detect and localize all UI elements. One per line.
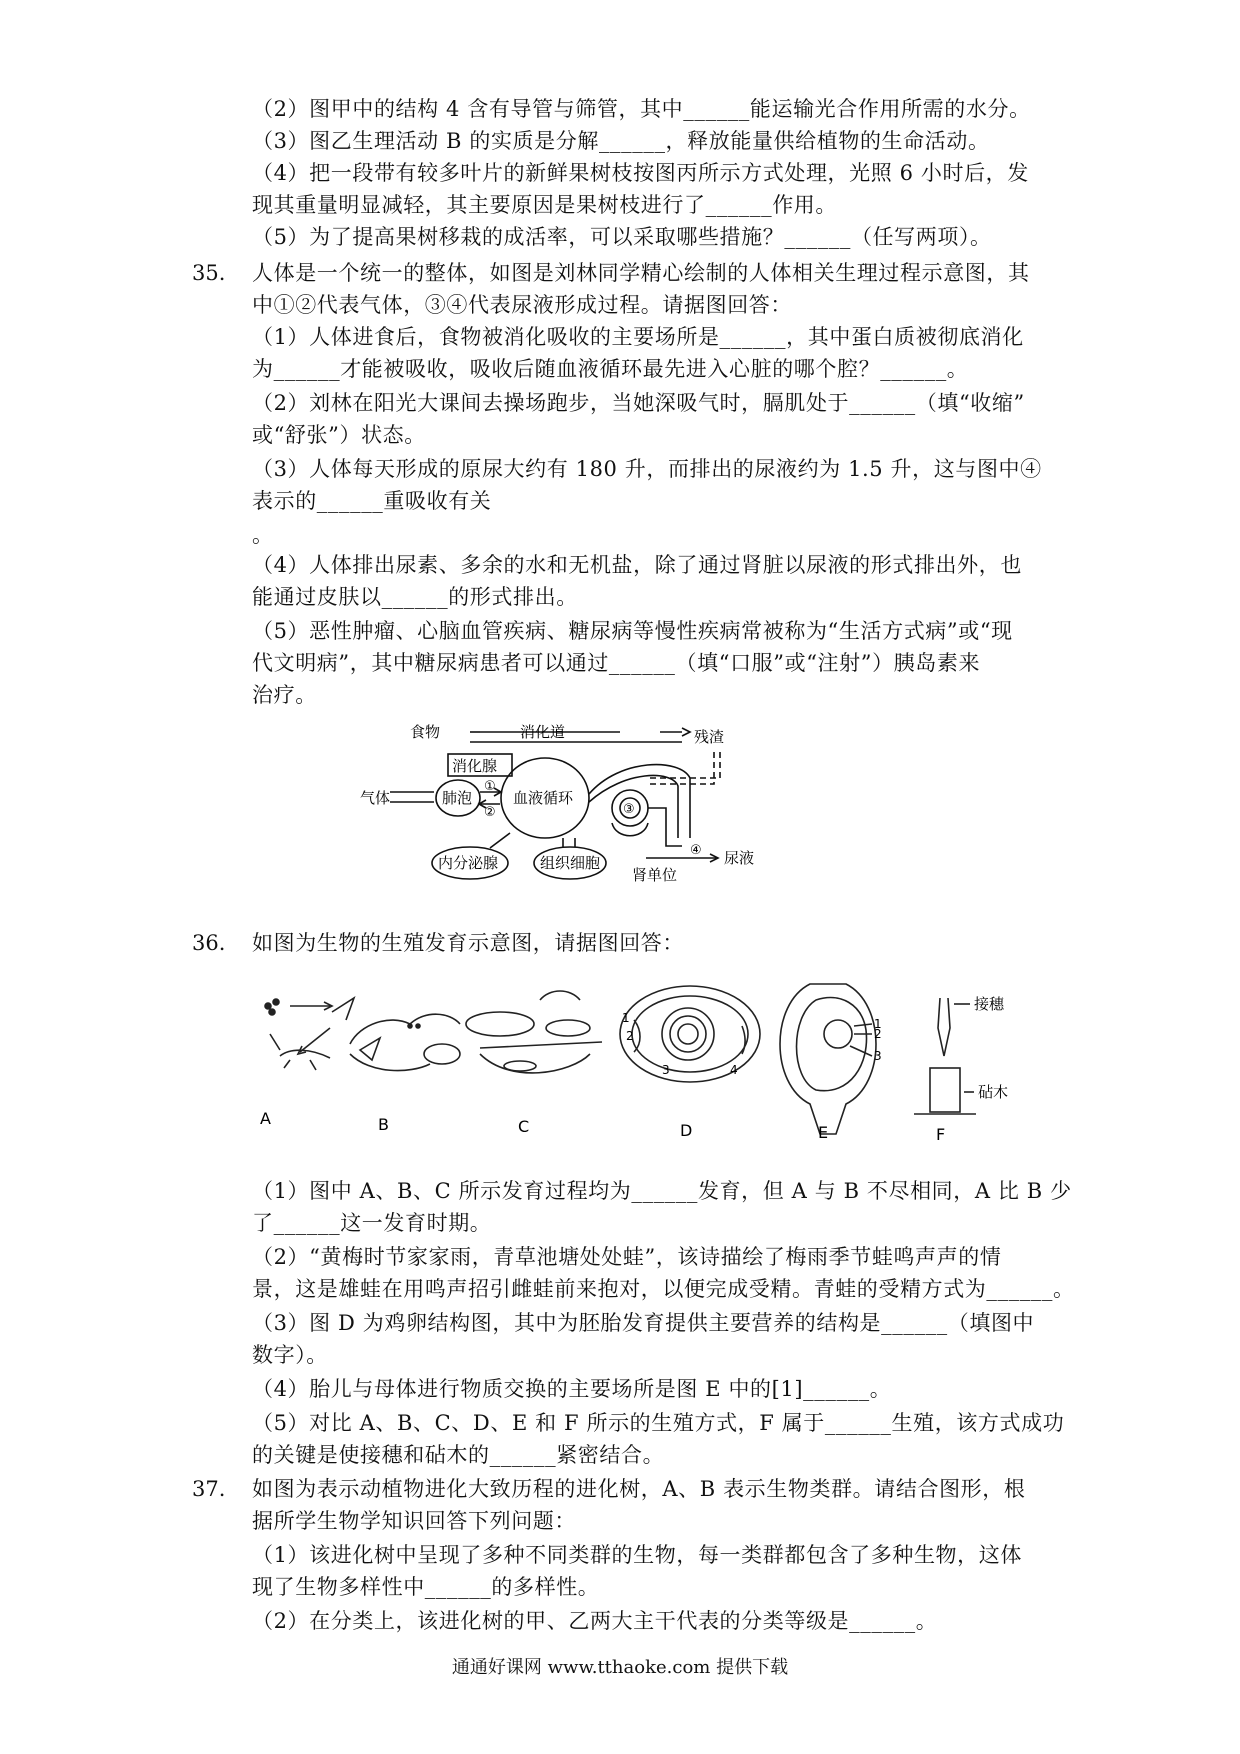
q34-part4-line2: 现其重量明显减轻，其主要原因是果树枝进行了______作用。 bbox=[252, 193, 837, 217]
fig-label-circulation: 血液循环 bbox=[513, 789, 574, 807]
fig-label-alveoli: 肺泡 bbox=[442, 789, 473, 807]
q35-part4-line1: （4）人体排出尿素、多余的水和无机盐，除了通过肾脏以尿液的形式排出外，也 bbox=[252, 553, 1022, 577]
fig-label-gland: 消化腺 bbox=[452, 757, 498, 775]
physiology-diagram bbox=[360, 718, 820, 886]
fig-label-B: B bbox=[378, 1115, 389, 1134]
fig-label-endocrine: 内分泌腺 bbox=[438, 854, 499, 872]
reproduction-figure bbox=[250, 964, 1110, 1144]
fig-mark-2: ② bbox=[484, 805, 496, 820]
q35-stem-line2: 中①②代表气体，③④代表尿液形成过程。请据图回答： bbox=[252, 293, 792, 317]
q37-stem-line2: 据所学生物学知识回答下列问题： bbox=[252, 1509, 576, 1533]
fig-label-C: C bbox=[518, 1117, 530, 1136]
fig-label-nephron: 肾单位 bbox=[632, 866, 678, 884]
q35-part3-line2: 表示的______重吸收有关 bbox=[252, 489, 492, 513]
fig-label-A: A bbox=[260, 1109, 271, 1128]
q35-part2-line2: 或“舒张”）状态。 bbox=[252, 423, 426, 447]
q35-stem-line1: 人体是一个统一的整体，如图是刘林同学精心绘制的人体相关生理过程示意图，其 bbox=[252, 261, 1030, 285]
q36-stem: 如图为生物的生殖发育示意图，请据图回答： bbox=[252, 931, 684, 955]
fig-num-4: 4 bbox=[730, 1063, 738, 1077]
q34-part2: （2）图甲中的结构 4 含有导管与筛管，其中______能运输光合作用所需的水分。 bbox=[252, 97, 1031, 121]
fig-label-residue: 残渣 bbox=[694, 728, 725, 746]
q36-part4: （4）胎儿与母体进行物质交换的主要场所是图 E 中的[1]______。 bbox=[252, 1377, 892, 1401]
fig-mark-3: ③ bbox=[623, 802, 635, 817]
q35-part5-line3: 治疗。 bbox=[252, 683, 317, 707]
fig-num-2: 2 bbox=[626, 1029, 634, 1043]
fig-label-urine: 尿液 bbox=[724, 849, 755, 867]
q35-part4-line2: 能通过皮肤以______的形式排出。 bbox=[252, 585, 578, 609]
q36-number: 36. bbox=[192, 931, 226, 955]
fig-label-tissue: 组织细胞 bbox=[540, 854, 601, 872]
q36-part2-line1: （2）“黄梅时节家家雨，青草池塘处处蛙”，该诗描绘了梅雨季节蛙鸣声声的情 bbox=[252, 1245, 1002, 1269]
fig-mark-1: ① bbox=[484, 779, 496, 794]
fig-label-D: D bbox=[680, 1121, 693, 1140]
q34-part3: （3）图乙生理活动 B 的实质是分解______，释放能量供给植物的生命活动。 bbox=[252, 129, 990, 153]
q36-part1-line1: （1）图中 A、B、C 所示发育过程均为______发育，但 A 与 B 不尽相同，A 比 B 少 bbox=[252, 1179, 1072, 1203]
q37-part1-line2: 现了生物多样性中______的多样性。 bbox=[252, 1575, 600, 1599]
fig-label-gas: 气体 bbox=[360, 789, 391, 807]
fig-label-scion: 接穗 bbox=[974, 995, 1005, 1013]
q35-part1-line1: （1）人体进食后，食物被消化吸收的主要场所是______，其中蛋白质被彻底消化 bbox=[252, 325, 1024, 349]
q36-part5-line1: （5）对比 A、B、C、D、E 和 F 所示的生殖方式，F 属于______生殖，该方式成功 bbox=[252, 1411, 1065, 1435]
fig-label-E: E bbox=[818, 1123, 829, 1142]
q34-part4-line1: （4）把一段带有较多叶片的新鲜果树枝按图丙所示方式处理，光照 6 小时后，发 bbox=[252, 161, 1029, 185]
fig-label-food: 食物 bbox=[410, 723, 441, 741]
q37-part2: （2）在分类上，该进化树的甲、乙两大主干代表的分类等级是______。 bbox=[252, 1609, 938, 1633]
q35-part2-line1: （2）刘林在阳光大课间去操场跑步，当她深吸气时，膈肌处于______（填“收缩” bbox=[252, 391, 1025, 415]
page-footer: 通通好课网 www.tthaoke.com 提供下载 bbox=[451, 1657, 789, 1678]
q37-stem-line1: 如图为表示动植物进化大致历程的进化树，A、B 表示生物类群。请结合图形，根 bbox=[252, 1477, 1026, 1501]
fig-label-tract: 消化道 bbox=[520, 723, 566, 741]
q35-part3-line1: （3）人体每天形成的原尿大约有 180 升，而排出的尿液约为 1.5 升，这与图中④ bbox=[252, 457, 1042, 481]
q35-part1-line2: 为______才能被吸收，吸收后随血液循环最先进入心脏的哪个腔？______。 bbox=[252, 357, 969, 381]
q36-part3-line1: （3）图 D 为鸡卵结构图，其中为胚胎发育提供主要营养的结构是______（填图中 bbox=[252, 1311, 1035, 1335]
q35-part5-line1: （5）恶性肿瘤、心脑血管疾病、糖尿病等慢性疾病常被称为“生活方式病”或“现 bbox=[252, 619, 1013, 643]
q36-part2-line2: 景，这是雄蛙在用鸣声招引雌蛙前来抱对，以便完成受精。青蛙的受精方式为______。 bbox=[252, 1277, 1075, 1301]
fig-num-3: 3 bbox=[662, 1063, 670, 1077]
q37-number: 37. bbox=[192, 1477, 226, 1501]
fig-mark-4: ④ bbox=[690, 843, 702, 858]
q34-part5: （5）为了提高果树移栽的成活率，可以采取哪些措施？______（任写两项）。 bbox=[252, 225, 992, 249]
q35-number: 35. bbox=[192, 261, 226, 285]
q36-part1-line2: 了______这一发育时期。 bbox=[252, 1211, 492, 1235]
fig-label-stock: 砧木 bbox=[978, 1083, 1009, 1101]
fig-num-E1: 1 bbox=[874, 1017, 882, 1031]
fig-num-E3: 3 bbox=[874, 1049, 882, 1063]
fig-label-F: F bbox=[936, 1125, 946, 1144]
fig-num-E2: 2 bbox=[874, 1027, 882, 1041]
q37-part1-line1: （1）该进化树中呈现了多种不同类群的生物，每一类群都包含了多种生物，这体 bbox=[252, 1543, 1022, 1567]
q35-part5-line2: 代文明病”，其中糖尿病患者可以通过______（填“口服”或“注射”）胰岛素来 bbox=[252, 651, 981, 675]
q36-part5-line2: 的关键是使接穗和砧木的______紧密结合。 bbox=[252, 1443, 665, 1467]
q35-part3-line3: 。 bbox=[252, 523, 274, 547]
fig-num-1: 1 bbox=[622, 1011, 630, 1025]
q36-part3-line2: 数字）。 bbox=[252, 1343, 328, 1367]
